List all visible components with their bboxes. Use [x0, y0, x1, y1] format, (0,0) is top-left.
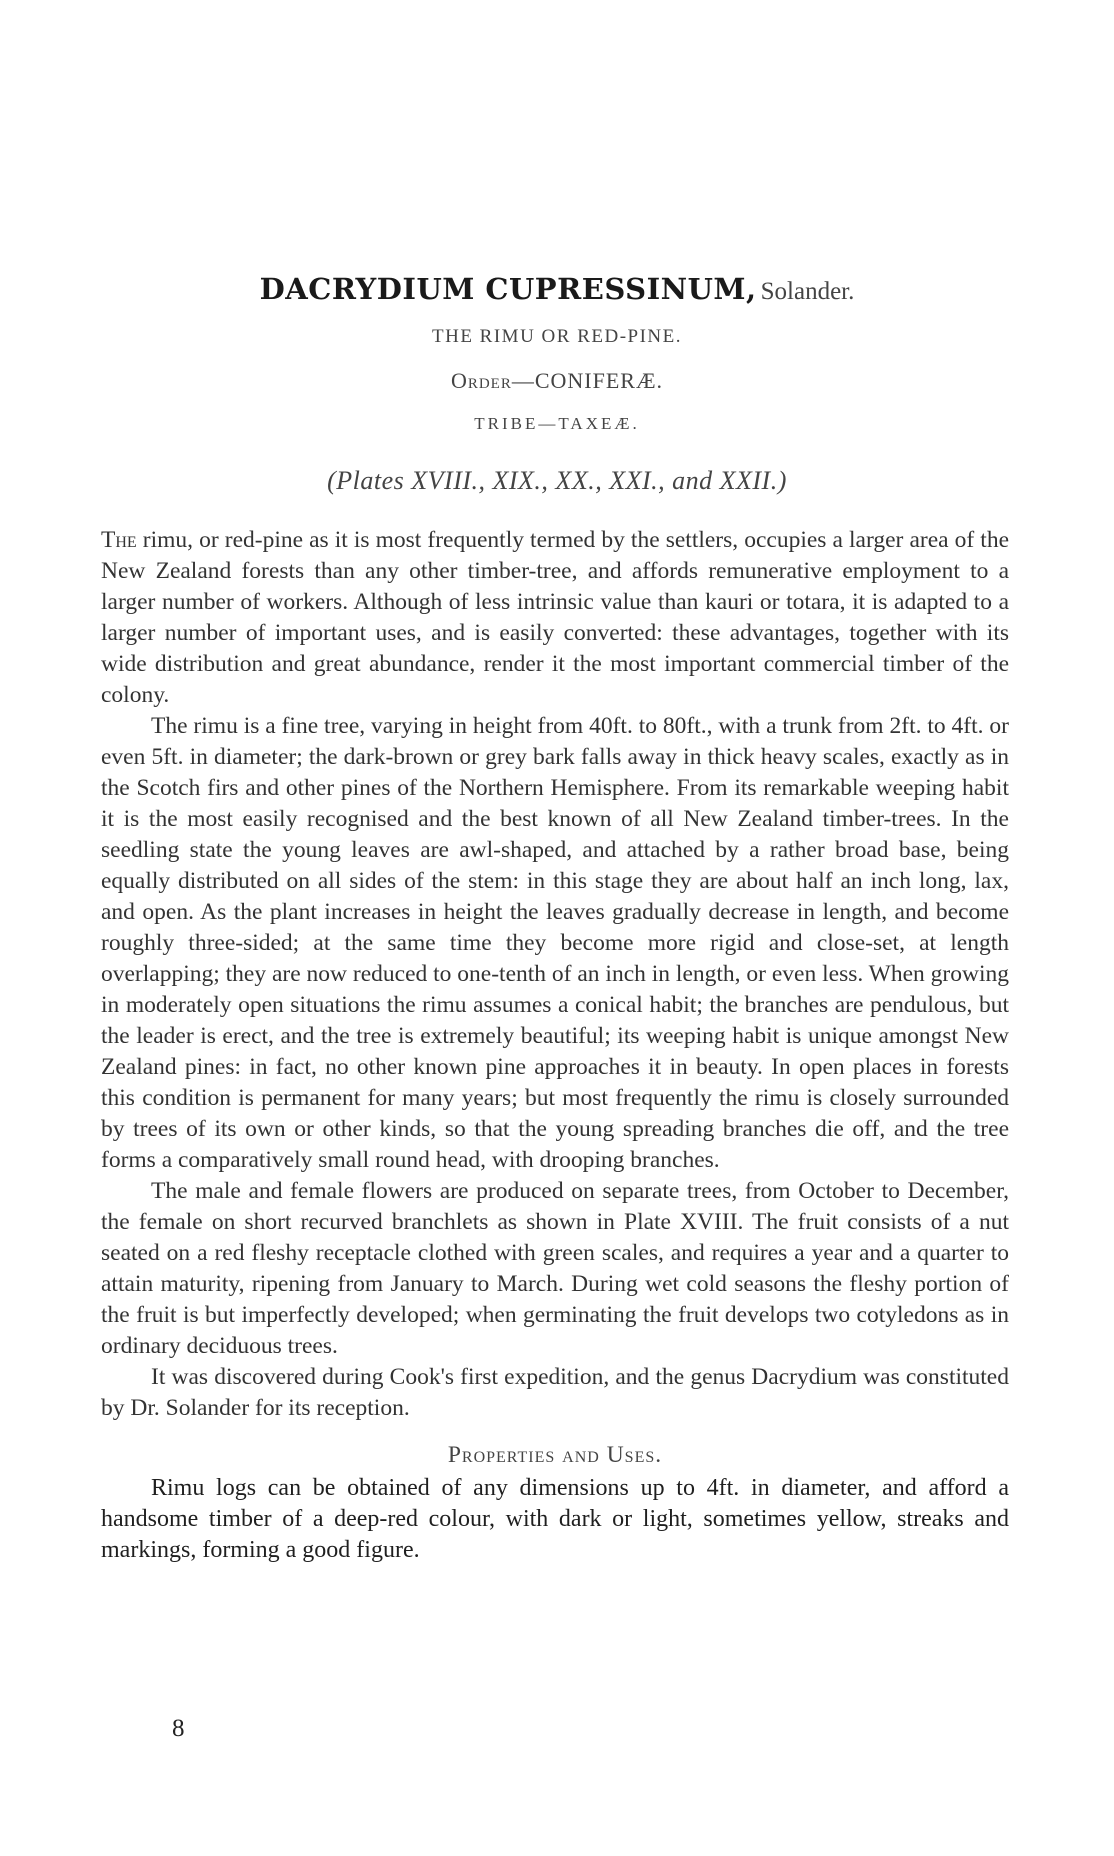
paragraph-4: It was discovered during Cook's first expedition, and the genus Dacrydium was constituted by Dr. Solander for its reception. — [101, 1364, 1009, 1421]
order-line — [0, 368, 1114, 394]
page-number: 8 — [172, 1715, 185, 1742]
species-author: Solander. — [760, 278, 855, 305]
paragraph-2: The rimu is a fine tree, varying in height from 40ft. to 80ft., with a trunk from 2ft. to 4ft. or even 5ft. in diameter; the dark-brown or grey bark falls away in thick heavy scales, exactly as in the Scotch firs and other pines of the Northern Hemisphere. From its remarkable weeping habit it is the most easily recognised and the best known of all New Zealand timber-trees. In the seedling state the young leaves are awl-shaped, and attached by a rather broad base, being equally distributed on all sides of the stem: in this stage they are about half an inch long, lax, and open. As the plant increases in height the leaves gradually decrease in length, and become roughly three-sided; at the same time they become more rigid and close-set, at length overlapping; they are now reduced to one-tenth of an inch in length, or even less. When growing in moderately open situations the rimu assumes a conical habit; the branches are pendulous, but the leader is erect, and the tree is extremely beautiful; its weeping habit is unique amongst New Zealand pines: in fact, no other known pine approaches it in beauty. In open places in forests this condition is permanent for many years; but most frequently the rimu is closely surrounded by trees of its own or other kinds, so that the young spreading branches die off, and the tree forms a comparatively small round head, with drooping branches. — [101, 713, 1009, 1173]
paragraph-1 — [101, 525, 1009, 711]
species-name: DACRYDIUM CUPRESSINUM, — [259, 272, 757, 306]
paragraph-3: The male and female flowers are produced on separate trees, from October to December, the female on short recurved branchlets as shown in Plate XVIII. The fruit consists of a nut seated on a red fleshy receptacle clothed with green scales, and requires a year and a quarter to attain maturity, ripening from January to March. During wet cold seasons the fleshy portion of the fruit is but imperfectly developed; when germinating the fruit develops two cotyledons as in ordinary deciduous trees. — [101, 1178, 1009, 1359]
paragraph-1-lead: The — [101, 527, 137, 553]
paragraph-5: Rimu logs can be obtained of any dimensions up to 4ft. in diameter, and afford a handsome timber of a deep-red colour, with dark or light, sometimes yellow, streaks and markings, forming a good figure. — [101, 1475, 1009, 1563]
order-label: Order — [450, 368, 512, 393]
common-name: THE RIMU OR RED-PINE. — [432, 326, 682, 347]
paragraph-1-text: rimu, or red-pine as it is most frequently termed by the settlers, occupies a larger area of the New Zealand forests than any other timber-tree, and affords remunerative employment to a larger number of workers. Although of less intrinsic value than kauri or totara, it is adapted to a larger number of important uses, and is easily converted: these advantages, together with its wide distribution and great abundance, render it the most important commercial timber of the colony. — [101, 527, 1009, 708]
order-value: —CONIFERÆ. — [511, 368, 664, 393]
tribe-line: TRIBE—TAXEÆ. — [474, 414, 640, 433]
plates-reference: (Plates XVIII., XIX., XX., XXI., and XXII.) — [327, 466, 787, 495]
body-text — [101, 525, 1009, 1566]
species-title — [0, 272, 1114, 306]
section-heading: Properties and Uses. — [447, 1442, 663, 1468]
